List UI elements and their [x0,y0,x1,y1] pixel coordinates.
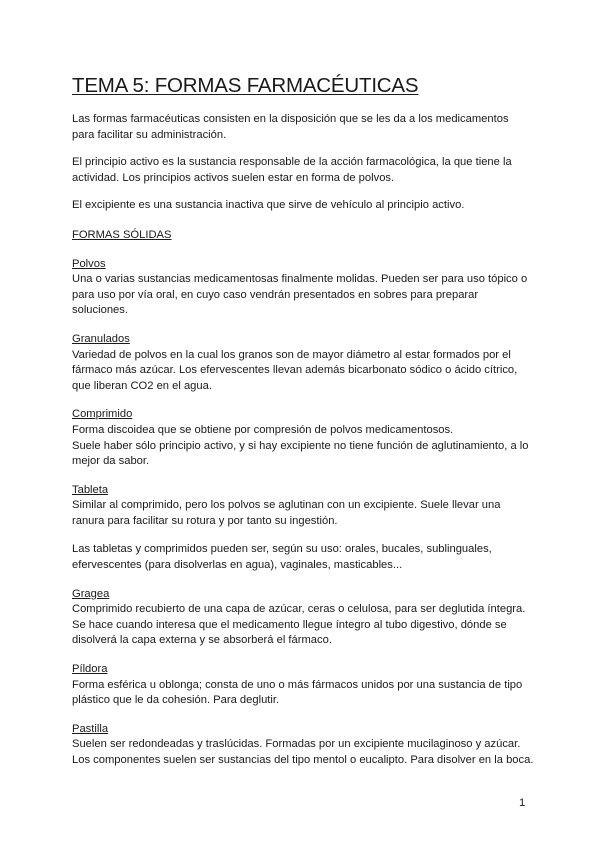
intro-paragraph: Las formas farmacéuticas consisten en la disposición que se les da a los medicamentos para facilitar su administración. [72,113,509,141]
page-title: TEMA 5: FORMAS FARMACÉUTICAS [72,74,419,97]
entry-text: Variedad de polvos en la cual los granos son de mayor diámetro al estar formados por el fármaco más azúcar. Los efervescentes llevan además bicarbonato sódico o ácido cítrico, que liberan CO2 en el agua. [72,348,518,392]
entry-heading: Granulados [72,332,130,345]
entry-heading: Gragea [72,587,110,600]
section-heading: FORMAS SÓLIDAS [72,228,172,241]
entry-heading: Polvos [72,257,106,270]
entry-heading: Pastilla [72,722,109,735]
entry-text: Forma esférica u oblonga; consta de uno o más fármacos unidos por una sustancia de tipo plástico que le da cohesión. Para deglutir. [72,678,523,707]
document-body [72,112,534,769]
entry-text: Forma discoidea que se obtiene por compresión de polvos medicamentosos. [72,423,454,436]
entry-text: Una o varias sustancias medicamentosas finalmente molidas. Pueden ser para uso tópico o para uso por vía oral, en cuyo caso vendrán presentados en sobres para preparar soluciones. [72,273,528,317]
entry-text: Las tabletas y comprimidos pueden ser, según su uso: orales, bucales, sublinguales, efervescentes (para disolverlas en agua), vaginales, masticables... [72,543,492,572]
intro-paragraph: El excipiente es una sustancia inactiva que sirve de vehículo al principio activo. [72,199,465,212]
entry-text: Similar al comprimido, pero los polvos se aglutinan con un excipiente. Suele llevar una ranura para facilitar su rotura y por tanto su ingestión. [72,499,501,527]
entry-text: Comprimido recubierto de una capa de azúcar, ceras o celulosa, para ser deglutida íntegra. Se hace cuando interesa que el medicamento llegue íntegro al tubo digestivo, dónde se disolverá la capa externa y se absorberá el fármaco. [72,603,526,647]
entry-text: Suele haber sólo principio activo, y si hay excipiente no tiene función de aglutinamiento, a lo mejor da sabor. [72,439,529,468]
page-number: 1 [519,797,526,809]
entry-heading: Tableta [72,483,109,496]
entry-text: Suelen ser redondeadas y traslúcidas. Formadas por un excipiente mucilaginoso y azúcar. Los componentes suelen ser sustancias del tipo mentol o eucalipto. Para disolver en la boca. [72,738,534,766]
intro-paragraph: El principio activo es la sustancia responsable de la acción farmacológica, la que tiene la actividad. Los principios activos suelen estar en forma de polvos. [72,156,512,184]
entry-heading: Comprimido [72,408,133,421]
entry-heading: Píldora [72,663,108,676]
